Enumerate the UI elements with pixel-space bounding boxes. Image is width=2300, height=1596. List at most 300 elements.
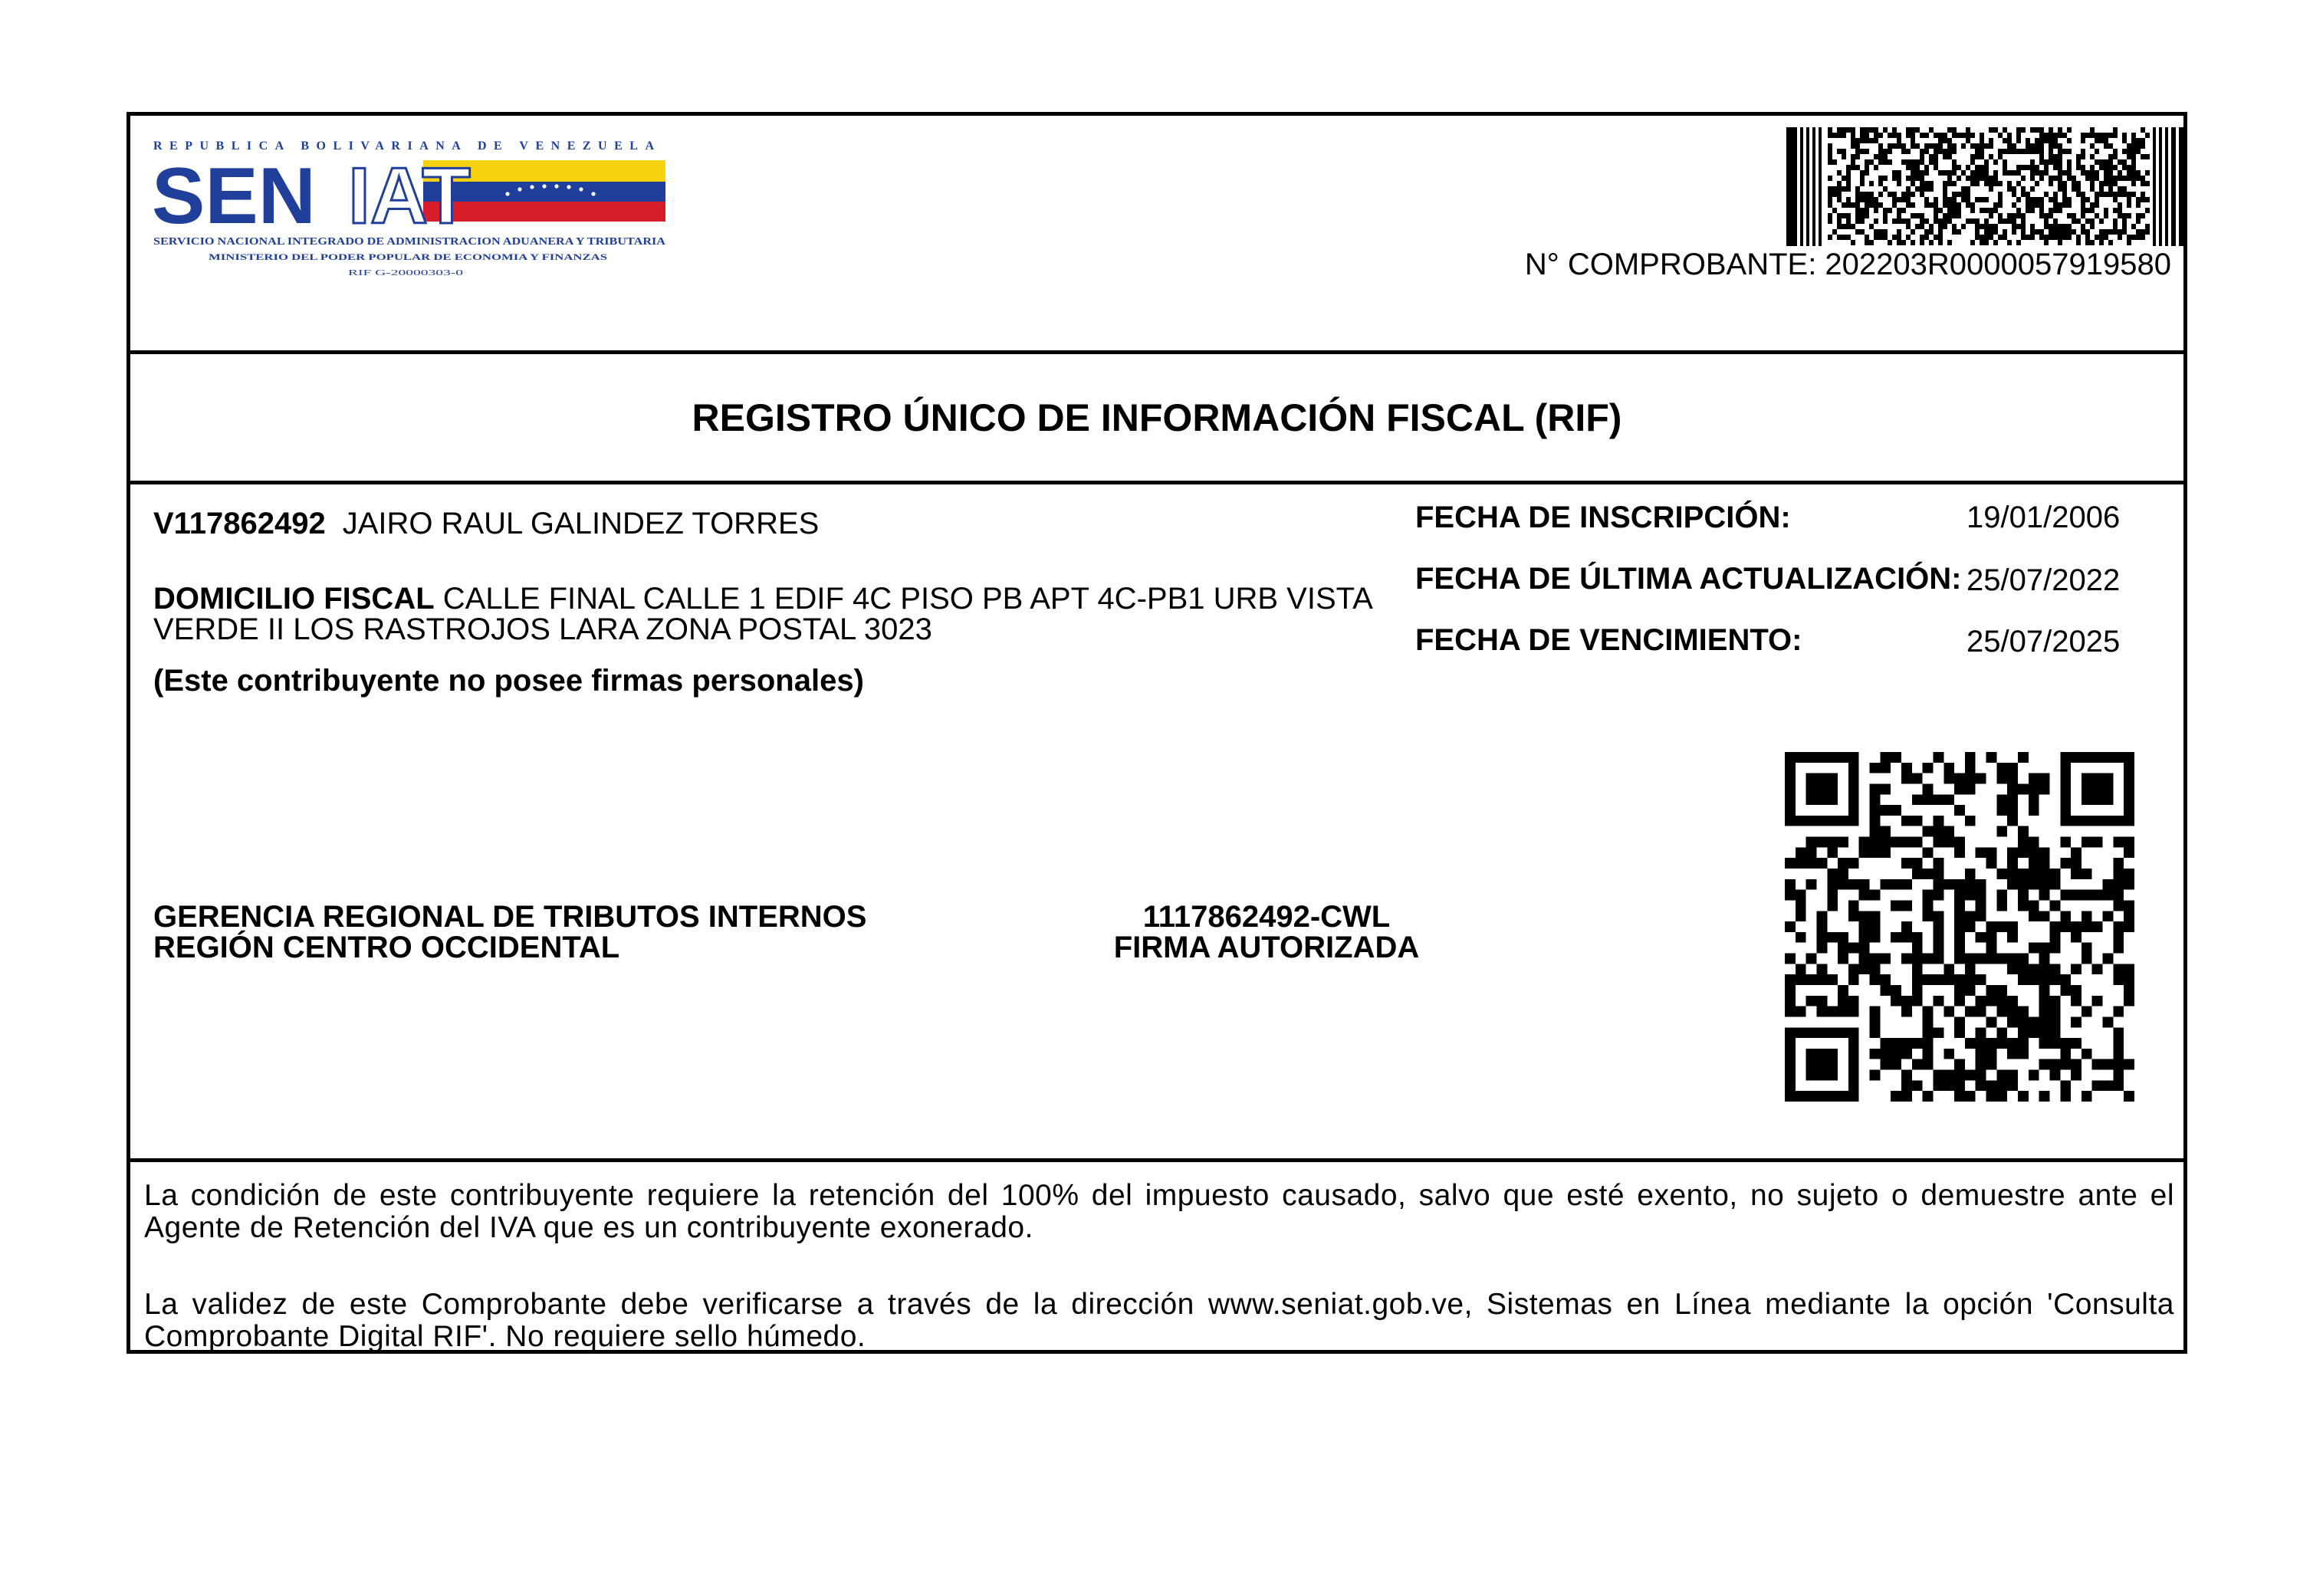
qr-module xyxy=(1785,974,1796,985)
qr-module xyxy=(2018,1007,2029,1017)
qr-module xyxy=(2071,858,2082,869)
barcode-module xyxy=(2067,235,2072,240)
barcode-module xyxy=(1842,213,1846,218)
barcode-module xyxy=(2026,143,2030,149)
barcode-module xyxy=(2118,213,2122,218)
barcode-module xyxy=(1998,154,2003,159)
qr-module xyxy=(1870,890,1881,901)
qr-module xyxy=(1870,837,1881,848)
barcode-module xyxy=(1874,165,1878,170)
barcode-bar xyxy=(2159,127,2162,246)
qr-module xyxy=(1816,964,1827,974)
barcode-module xyxy=(2127,240,2131,245)
barcode-module xyxy=(1938,143,1943,149)
qr-module xyxy=(1912,816,1923,826)
barcode-module xyxy=(1993,170,1998,176)
barcode-module xyxy=(2044,170,2049,176)
barcode-module xyxy=(1961,192,1966,197)
barcode-module xyxy=(1901,218,1906,224)
barcode-module xyxy=(2118,192,2122,197)
barcode-module xyxy=(1860,218,1865,224)
barcode-module xyxy=(2127,165,2131,170)
qr-module xyxy=(1827,932,1838,943)
barcode-module xyxy=(1966,133,1970,138)
barcode-module xyxy=(2081,213,2085,218)
barcode-module xyxy=(2053,192,2058,197)
barcode-module xyxy=(2085,197,2090,202)
barcode-module xyxy=(1842,176,1846,181)
barcode-module xyxy=(1943,133,1947,138)
qr-module xyxy=(1838,858,1848,869)
barcode-module xyxy=(1961,170,1966,176)
barcode-module xyxy=(1980,138,1984,143)
barcode-module xyxy=(1837,133,1842,138)
qr-module xyxy=(1870,1007,1881,1017)
qr-module xyxy=(1944,794,1954,805)
barcode-module xyxy=(1980,149,1984,154)
qr-module xyxy=(2018,879,2029,890)
barcode-module xyxy=(2044,138,2049,143)
qr-module xyxy=(1891,985,1901,996)
barcode-module xyxy=(1938,240,1943,245)
qr-module xyxy=(1965,921,1976,932)
qr-module xyxy=(1965,879,1976,890)
barcode-module xyxy=(2058,224,2062,229)
barcode-module xyxy=(2039,235,2044,240)
qr-module xyxy=(2113,1038,2124,1049)
barcode-module xyxy=(1952,133,1957,138)
barcode-module xyxy=(1943,202,1947,208)
qr-module xyxy=(2007,805,2018,816)
barcode-module xyxy=(2044,133,2049,138)
barcode-module xyxy=(1897,213,1901,218)
qr-module xyxy=(1912,932,1923,943)
barcode-module xyxy=(1869,224,1874,229)
barcode-module xyxy=(2090,170,2095,176)
qr-module xyxy=(1912,943,1923,954)
barcode-module xyxy=(1865,127,1869,133)
barcode-module xyxy=(2030,186,2035,192)
barcode-module xyxy=(1855,165,1860,170)
barcode-module xyxy=(2007,133,2012,138)
barcode-module xyxy=(1869,192,1874,197)
barcode-module xyxy=(2044,235,2049,240)
barcode-module xyxy=(2127,170,2131,176)
qr-module xyxy=(2124,900,2134,911)
barcode-module xyxy=(1975,235,1980,240)
qr-module xyxy=(1933,954,1944,964)
qr-module xyxy=(2113,858,2124,869)
barcode-module xyxy=(2007,143,2012,149)
qr-module xyxy=(1785,954,1796,964)
qr-module xyxy=(1976,773,1986,784)
qr-module xyxy=(1933,921,1944,932)
barcode-module xyxy=(1888,159,1892,165)
barcode-module xyxy=(2145,229,2150,235)
qr-module xyxy=(2049,879,2060,890)
qr-module xyxy=(1996,773,2007,784)
qr-module xyxy=(1827,890,1838,901)
barcode-module xyxy=(2021,229,2026,235)
barcode-module xyxy=(1897,170,1901,176)
barcode-module xyxy=(2113,197,2118,202)
barcode-module xyxy=(1929,143,1934,149)
barcode-module xyxy=(1906,202,1911,208)
qr-module xyxy=(2039,773,2050,784)
qr-module xyxy=(1933,943,1944,954)
qr-module xyxy=(1816,974,1827,985)
barcode-module xyxy=(1915,186,1920,192)
qr-module xyxy=(2018,1027,2029,1038)
barcode-module xyxy=(2081,229,2085,235)
barcode-module xyxy=(1920,170,1924,176)
barcode-module xyxy=(1952,202,1957,208)
barcode-module xyxy=(2003,229,2007,235)
barcode-module xyxy=(2016,149,2021,154)
barcode-module xyxy=(1878,235,1883,240)
barcode-module xyxy=(2012,149,2016,154)
barcode-module xyxy=(1957,213,1961,218)
barcode-module xyxy=(2026,149,2030,154)
barcode-module xyxy=(1851,202,1855,208)
qr-module xyxy=(1965,1070,1976,1081)
qr-module xyxy=(2018,1091,2029,1102)
barcode-module xyxy=(1855,208,1860,213)
barcode-module xyxy=(1975,143,1980,149)
barcode-module xyxy=(1938,208,1943,213)
barcode-module xyxy=(1970,143,1975,149)
qr-module xyxy=(2039,996,2050,1007)
barcode-module xyxy=(2003,149,2007,154)
qr-module xyxy=(1827,1007,1838,1017)
footer-paragraph-2: La validez de este Comprobante debe verificarse a través de la dirección www.seniat.gob.ve, Sistemas en Línea mediante la opción 'Consulta Comprobante Digital RIF'. No requiere sello húmedo. xyxy=(144,1288,2174,1353)
qr-module xyxy=(2124,985,2134,996)
barcode-module xyxy=(1938,133,1943,138)
qr-module xyxy=(2029,1027,2039,1038)
qr-module xyxy=(1965,911,1976,921)
barcode-module xyxy=(2016,127,2021,133)
barcode-module xyxy=(2016,240,2021,245)
qr-module xyxy=(1976,900,1986,911)
qr-module xyxy=(1954,1070,1965,1081)
barcode-module xyxy=(1993,181,1998,186)
barcode-module xyxy=(2081,192,2085,197)
barcode-module xyxy=(2026,138,2030,143)
qr-module xyxy=(1816,1007,1827,1017)
barcode-module xyxy=(1952,208,1957,213)
barcode-module xyxy=(2113,154,2118,159)
barcode-module xyxy=(1952,165,1957,170)
barcode-module xyxy=(1924,143,1929,149)
barcode-module xyxy=(2016,133,2021,138)
barcode-module xyxy=(1957,176,1961,181)
qr-module xyxy=(2092,964,2103,974)
barcode-module xyxy=(1851,154,1855,159)
barcode-module xyxy=(2118,229,2122,235)
barcode-module xyxy=(1860,138,1865,143)
qr-module xyxy=(1796,911,1806,921)
barcode-module xyxy=(1842,149,1846,154)
qr-module xyxy=(1996,890,2007,901)
barcode-module xyxy=(1989,213,1993,218)
barcode-module xyxy=(2021,165,2026,170)
logo-wordmark-iat: IAT xyxy=(348,152,471,241)
barcode-module xyxy=(2058,176,2062,181)
barcode-module xyxy=(1993,127,1998,133)
barcode-module xyxy=(1865,138,1869,143)
barcode-module xyxy=(2122,213,2127,218)
qr-module xyxy=(1912,985,1923,996)
qr-module xyxy=(2092,921,2103,932)
barcode-module xyxy=(1906,197,1911,202)
qr-module xyxy=(1806,847,1817,858)
qr-module xyxy=(1901,932,1912,943)
barcode-module xyxy=(1869,159,1874,165)
qr-module xyxy=(2007,932,2018,943)
qr-module xyxy=(2039,869,2050,879)
qr-module xyxy=(1965,869,1976,879)
barcode-module xyxy=(1892,143,1897,149)
qr-module xyxy=(2049,932,2060,943)
qr-module xyxy=(2082,1049,2092,1059)
qr-module xyxy=(2039,1027,2050,1038)
barcode-module xyxy=(1929,127,1934,133)
barcode-module xyxy=(1860,197,1865,202)
barcode-module xyxy=(2122,229,2127,235)
barcode-module xyxy=(1911,133,1915,138)
barcode-module xyxy=(1897,240,1901,245)
qr-module xyxy=(2029,1070,2039,1081)
barcode-module xyxy=(1966,127,1970,133)
barcode-module xyxy=(1984,143,1989,149)
qr-module xyxy=(1923,763,1934,773)
barcode-module xyxy=(1837,224,1842,229)
qr-module xyxy=(1986,752,1997,763)
barcode-module xyxy=(1874,235,1878,240)
fecha-inscripcion-value: 19/01/2006 xyxy=(1967,501,2121,534)
barcode-module xyxy=(1892,235,1897,240)
qr-module xyxy=(2018,954,2029,964)
qr-module xyxy=(2018,826,2029,837)
barcode-module xyxy=(1970,181,1975,186)
barcode-module xyxy=(2049,138,2053,143)
qr-module xyxy=(1976,1049,1986,1059)
qr-module xyxy=(1933,826,1944,837)
qr-module xyxy=(2029,869,2039,879)
barcode-module xyxy=(2049,149,2053,154)
barcode-module xyxy=(1947,181,1952,186)
barcode-module xyxy=(2007,181,2012,186)
barcode-module xyxy=(2118,170,2122,176)
qr-module xyxy=(1996,1080,2007,1091)
barcode-module xyxy=(1938,229,1943,235)
qr-module xyxy=(1859,879,1870,890)
taxpayer-line xyxy=(153,507,819,541)
qr-module xyxy=(1901,1038,1912,1049)
qr-module xyxy=(1965,752,1976,763)
barcode-module xyxy=(1915,159,1920,165)
barcode-module xyxy=(2099,229,2104,235)
barcode-module xyxy=(2012,213,2016,218)
barcode-module xyxy=(2035,127,2039,133)
barcode-module xyxy=(1846,218,1851,224)
barcode-module xyxy=(1952,229,1957,235)
qr-module xyxy=(1891,752,1901,763)
barcode-module xyxy=(2053,208,2058,213)
barcode-module xyxy=(2026,192,2030,197)
barcode-module xyxy=(1943,213,1947,218)
qr-module xyxy=(1901,1091,1912,1102)
barcode-module xyxy=(2021,176,2026,181)
barcode-module xyxy=(1970,240,1975,245)
barcode-module xyxy=(2108,154,2113,159)
barcode-module xyxy=(1837,127,1842,133)
qr-module xyxy=(2018,1038,2029,1049)
barcode-module xyxy=(1998,202,2003,208)
qr-module xyxy=(1816,911,1827,921)
qr-module xyxy=(1901,900,1912,911)
qr-module xyxy=(2103,1059,2114,1070)
barcode-module xyxy=(1860,127,1865,133)
barcode-module xyxy=(2108,159,2113,165)
qr-module xyxy=(1986,954,1997,964)
barcode-module xyxy=(1920,186,1924,192)
barcode-module xyxy=(2122,192,2127,197)
barcode-module xyxy=(1980,240,1984,245)
barcode-module xyxy=(1961,133,1966,138)
barcode-module xyxy=(2141,181,2145,186)
qr-module xyxy=(2039,954,2050,964)
qr-module xyxy=(2029,911,2039,921)
barcode-module xyxy=(2012,170,2016,176)
barcode-module xyxy=(2039,197,2044,202)
qr-module xyxy=(2029,858,2039,869)
barcode-module xyxy=(1920,224,1924,229)
barcode-module xyxy=(2053,202,2058,208)
barcode-module xyxy=(2076,218,2081,224)
barcode-module xyxy=(1966,202,1970,208)
qr-module xyxy=(2039,890,2050,901)
qr-module xyxy=(1976,1038,1986,1049)
barcode-module xyxy=(1911,143,1915,149)
qr-module xyxy=(2103,954,2114,964)
barcode-module xyxy=(1980,133,1984,138)
barcode-module xyxy=(2044,213,2049,218)
barcode-module xyxy=(1846,213,1851,218)
barcode-module xyxy=(2136,143,2141,149)
barcode-module xyxy=(2095,176,2099,181)
barcode-module xyxy=(2141,138,2145,143)
barcode-module xyxy=(1943,218,1947,224)
qr-module xyxy=(1933,890,1944,901)
qr-module xyxy=(1986,1059,1997,1070)
barcode-module xyxy=(2016,224,2021,229)
qr-module xyxy=(1923,900,1934,911)
barcode-module xyxy=(2062,186,2067,192)
barcode-module xyxy=(1934,202,1938,208)
qr-module xyxy=(1912,1038,1923,1049)
qr-module xyxy=(1891,805,1901,816)
barcode-module xyxy=(2007,218,2012,224)
qr-module xyxy=(1996,985,2007,996)
qr-module xyxy=(1954,805,1965,816)
barcode-module xyxy=(2141,235,2145,240)
qr-module xyxy=(1838,985,1848,996)
qr-module xyxy=(1848,974,1859,985)
barcode-module xyxy=(2095,170,2099,176)
barcode-module xyxy=(1874,133,1878,138)
barcode-module xyxy=(2072,186,2076,192)
qr-module xyxy=(1870,921,1881,932)
qr-module xyxy=(1796,900,1806,911)
barcode-module xyxy=(1929,202,1934,208)
barcode-module xyxy=(2095,197,2099,202)
barcode-module xyxy=(1865,165,1869,170)
barcode-module xyxy=(1938,235,1943,240)
qr-module xyxy=(2007,763,2018,773)
barcode-module xyxy=(1865,170,1869,176)
barcode-module xyxy=(1952,192,1957,197)
barcode-module xyxy=(1961,143,1966,149)
barcode-module xyxy=(1846,224,1851,229)
barcode-module xyxy=(2039,170,2044,176)
barcode-module xyxy=(1957,165,1961,170)
barcode-module xyxy=(2062,170,2067,176)
qr-module xyxy=(2039,1016,2050,1027)
barcode-module xyxy=(2127,213,2131,218)
barcode-module xyxy=(2118,202,2122,208)
qr-module xyxy=(1944,1070,1954,1081)
barcode-module xyxy=(2108,186,2113,192)
qr-module xyxy=(1838,996,1848,1007)
qr-module xyxy=(1848,911,1859,921)
barcode-module xyxy=(2021,192,2026,197)
barcode-module xyxy=(1828,176,1832,181)
qr-module xyxy=(2071,932,2082,943)
qr-module xyxy=(1965,964,1976,974)
barcode-module xyxy=(1993,240,1998,245)
barcode-module xyxy=(2016,208,2021,213)
barcode-module xyxy=(2076,235,2081,240)
barcode-module xyxy=(1934,197,1938,202)
barcode-module xyxy=(2003,170,2007,176)
qr-module xyxy=(1944,1049,1954,1059)
barcode-module xyxy=(2099,181,2104,186)
barcode-module xyxy=(1906,159,1911,165)
qr-module xyxy=(2113,1080,2124,1091)
qr-module xyxy=(1785,1007,1796,1017)
qr-module xyxy=(2029,805,2039,816)
qr-module xyxy=(1912,1080,1923,1091)
barcode-module xyxy=(1984,176,1989,181)
barcode-module xyxy=(1947,176,1952,181)
barcode-module xyxy=(2058,202,2062,208)
barcode-module xyxy=(2049,197,2053,202)
barcode-module xyxy=(1828,202,1832,208)
qr-module xyxy=(1986,858,1997,869)
barcode-module xyxy=(2099,192,2104,197)
qr-module xyxy=(1976,974,1986,985)
qr-module xyxy=(1785,879,1796,890)
barcode-module xyxy=(1966,197,1970,202)
qr-module xyxy=(1976,996,1986,1007)
barcode-module xyxy=(1975,229,1980,235)
barcode-module xyxy=(2136,138,2141,143)
qr-module xyxy=(2060,911,2071,921)
barcode-module xyxy=(1984,240,1989,245)
barcode-module xyxy=(1952,213,1957,218)
barcode-module xyxy=(2053,235,2058,240)
